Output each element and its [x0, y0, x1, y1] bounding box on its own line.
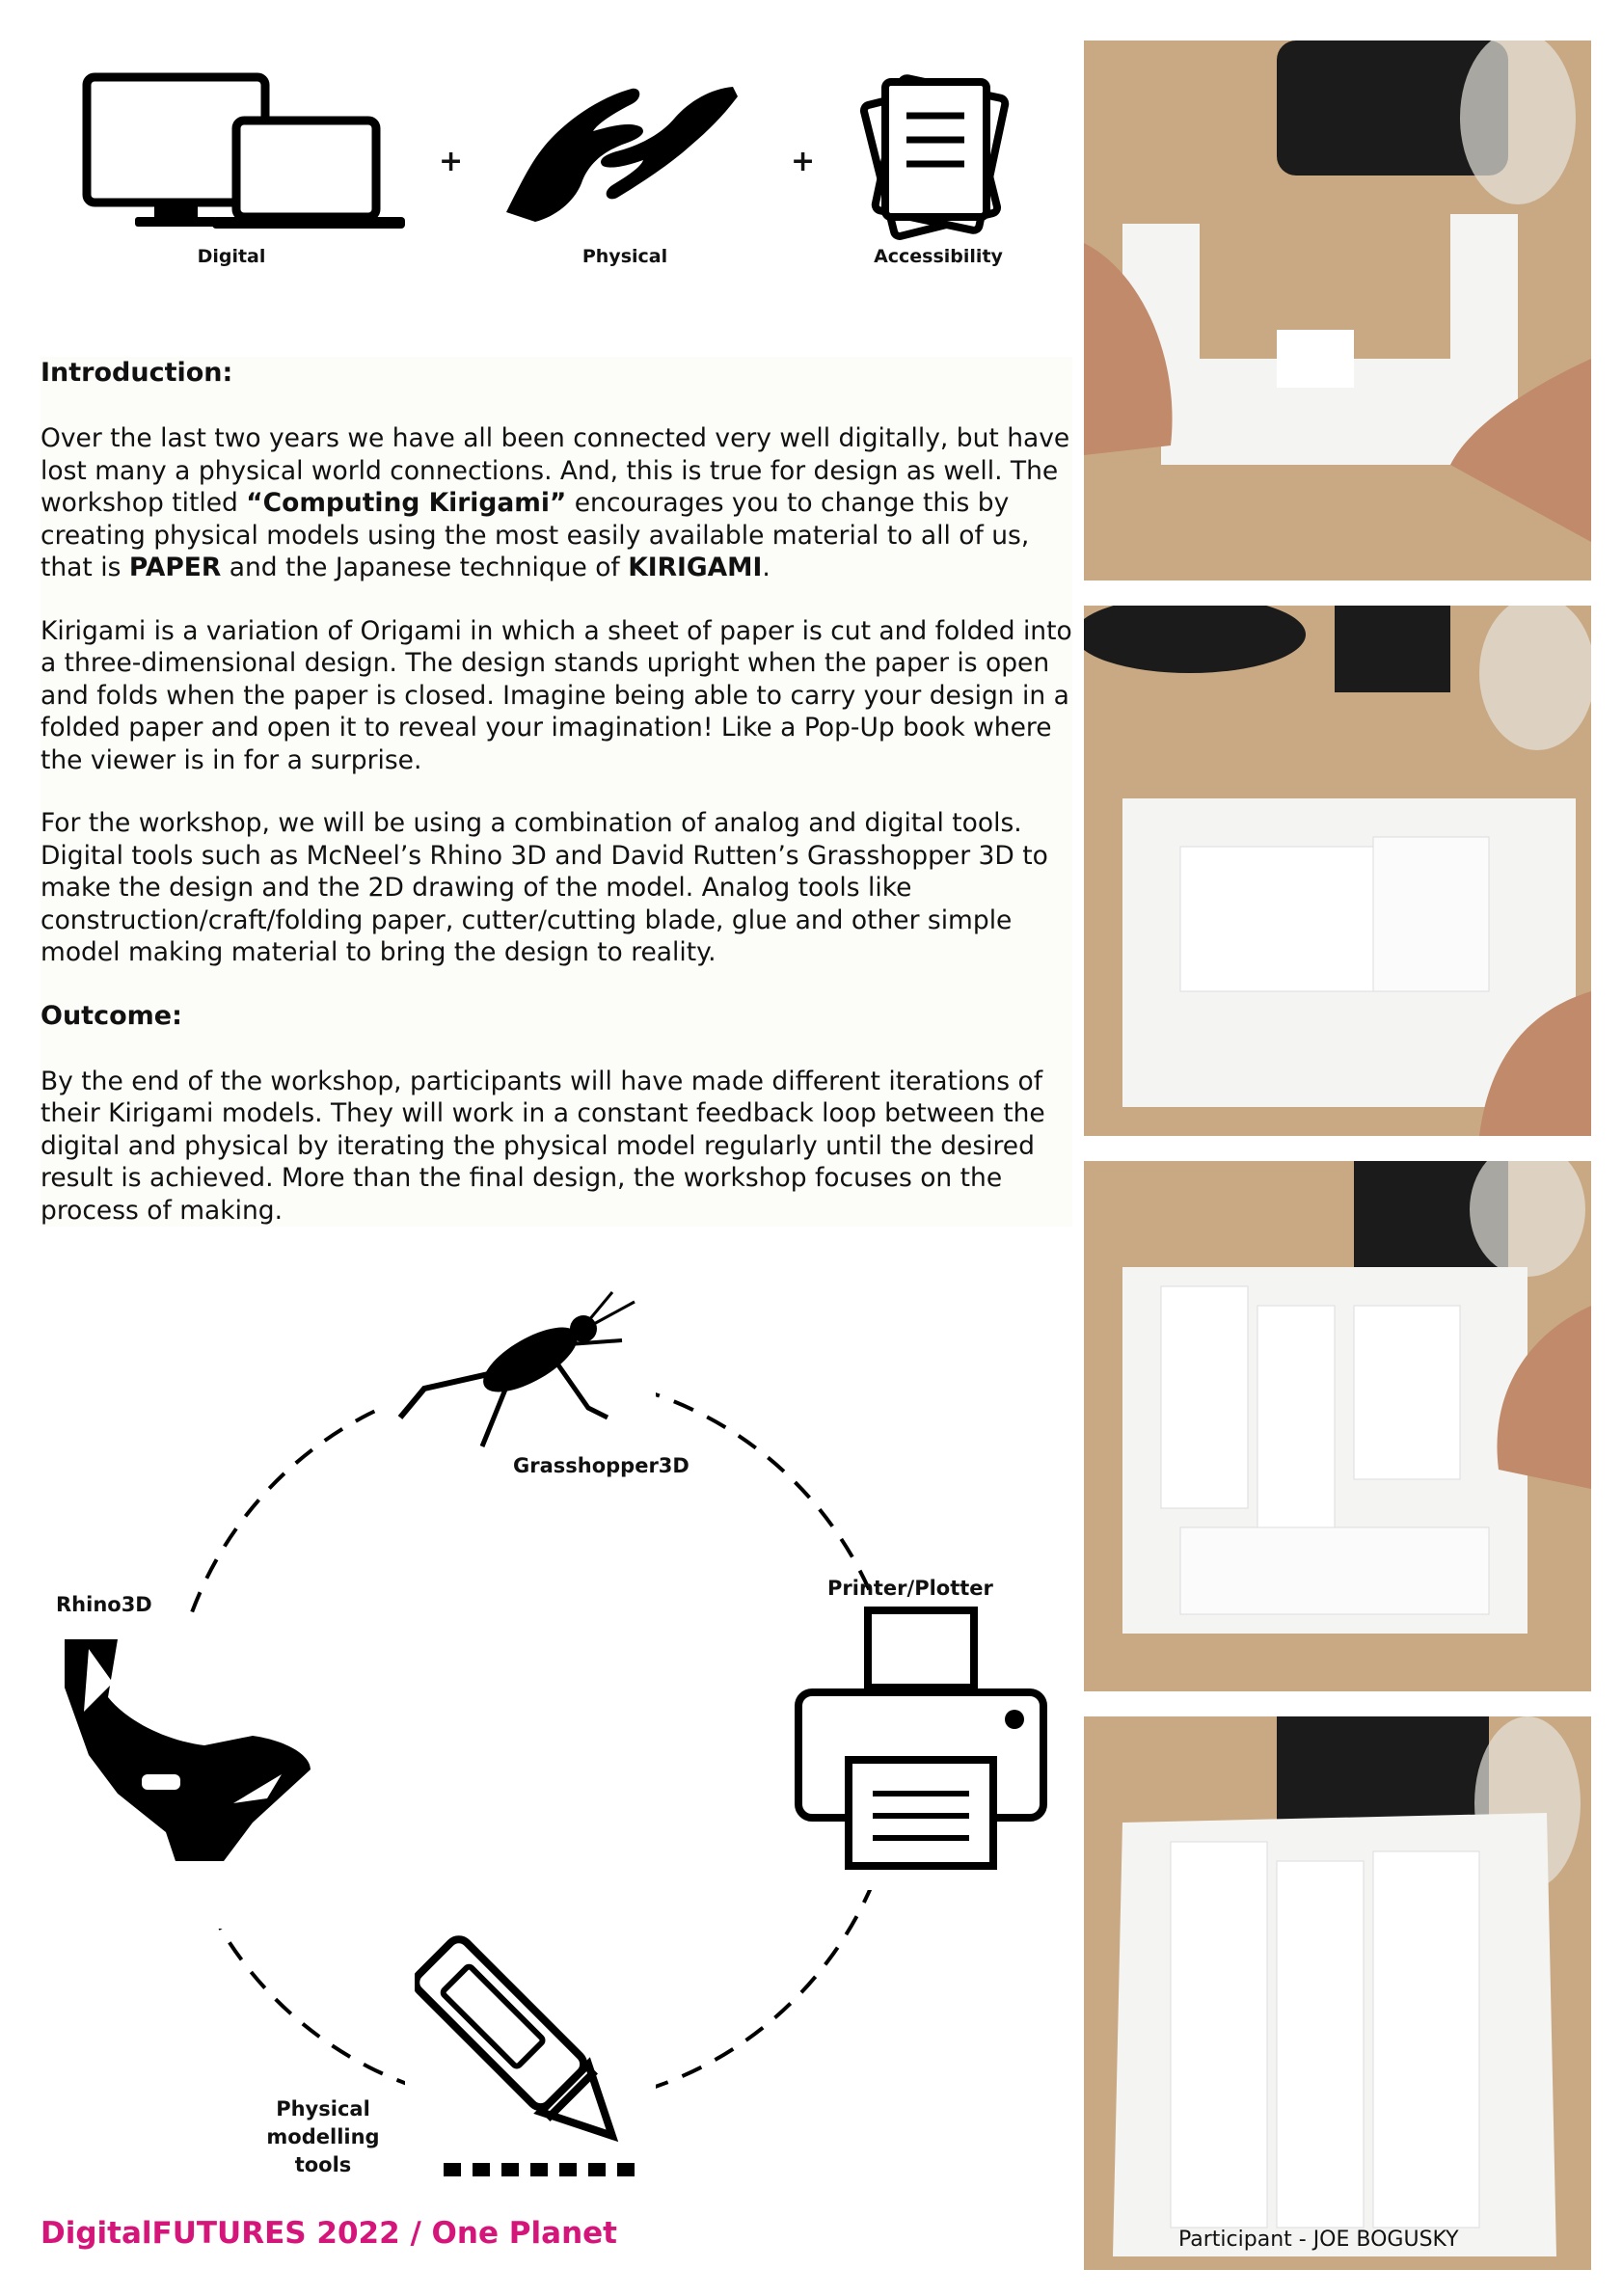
grasshopper-label: Grasshopper3D [513, 1454, 689, 1477]
plus-sign: + [439, 145, 464, 178]
accessibility-label: Accessibility [874, 246, 1003, 267]
rhino-label: Rhino3D [56, 1593, 152, 1616]
photo-kirigami-step-4 [1084, 1716, 1591, 2270]
plus-sign: + [791, 145, 816, 178]
intro-paragraph-2: Kirigami is a variation of Origami in which a sheet of paper is cut and folded into a three-dimensional design. The design stands upright when the paper is open and folds when the paper is closed. Imagine being able to carry your design in a folded paper and open it to reveal your imagination! Like a Pop-Up book where the viewer is in for a surprise. [41, 615, 1072, 775]
event-footer: DigitalFUTURES 2022 / One Planet [41, 2216, 617, 2251]
printer-icon [791, 1606, 1051, 1876]
intro-paragraph-3: For the workshop, we will be using a combination of analog and digital tools. Digital tools such as McNeel’s Rhino 3D and David Rutten’s Grasshopper 3D to make the design and the 2D drawing of the model. Analog tools like construction/craft/folding paper, cutter/cutting blade, glue and other simple model making material to bring the design to reality. [41, 808, 1048, 967]
cutter-knife-icon [415, 1929, 646, 2179]
photo-kirigami-step-2 [1084, 606, 1591, 1136]
hands-icon [497, 77, 747, 231]
photo-credit: Participant - JOE BOGUSKY [1178, 2228, 1459, 2252]
digital-label: Digital [197, 246, 266, 267]
photo-kirigami-step-1 [1084, 41, 1591, 581]
grasshopper-icon [386, 1283, 656, 1456]
physical-label: Physical [581, 246, 668, 267]
documents-icon [849, 68, 1022, 241]
text-column [41, 357, 1072, 1227]
printer-label: Printer/Plotter [827, 1577, 993, 1600]
intro-paragraph-1: Over the last two years we have all been connected very well digitally, but have lost many a physical world connections. And, this is true for design as well. The workshop titled “Computing Kirigami” encourages you to change this by creating physical models using the most easily available material to all of us, that is PAPER and the Japanese technique of KIRIGAMI. [41, 423, 1070, 582]
rhino-icon [60, 1630, 315, 1866]
outcome-paragraph: By the end of the workshop, participants will have made different iterations of their Kirigami models. They will work in a constant feedback loop between the digital and physical by iterating the physical model regularly until the desired result is achieved. More than the final design, the workshop focuses on the process of making. [41, 1066, 1045, 1226]
outcome-heading: Outcome: [41, 1000, 182, 1031]
modelling-tools-label: Physical modelling tools [266, 2097, 380, 2176]
introduction-heading: Introduction: [41, 358, 233, 388]
photo-kirigami-step-3 [1084, 1161, 1591, 1691]
computer-laptop-icon [77, 68, 415, 241]
